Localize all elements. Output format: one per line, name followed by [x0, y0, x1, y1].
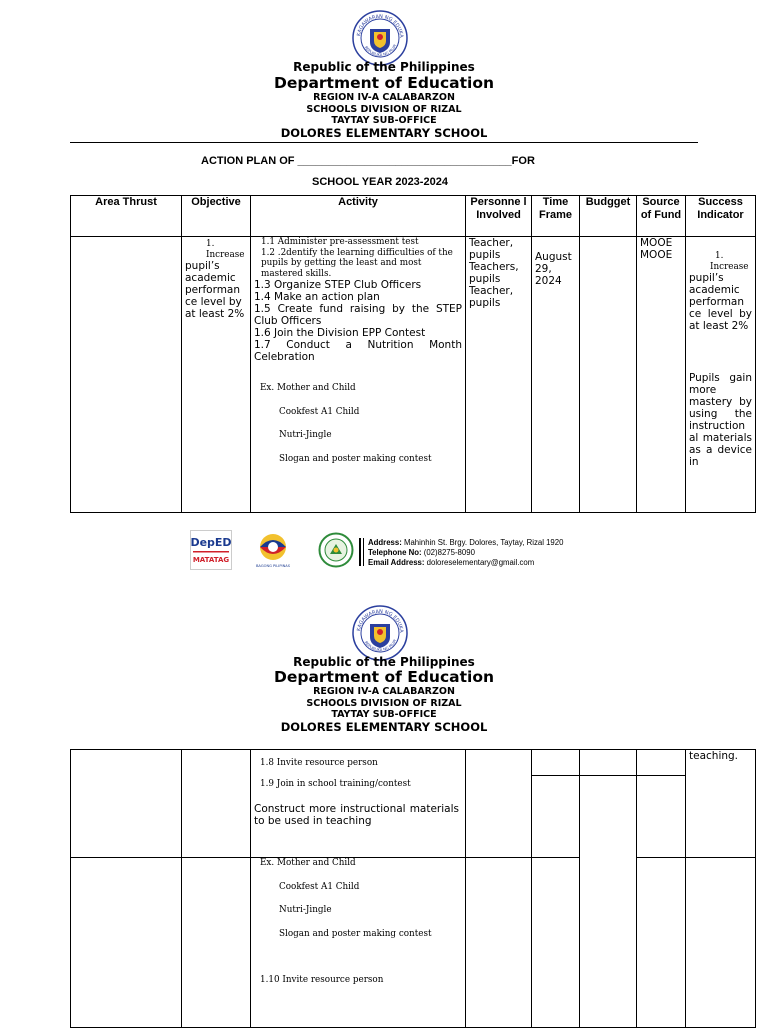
activity-item: 1.7 Conduct a Nutrition Month Celebration [254, 339, 462, 363]
header-republic: Republic of the Philippines [293, 655, 475, 669]
activity-item: 1.2 .2dentify the learning difficulties of the pupils by getting the least and most mastered skills. [261, 247, 453, 279]
cell-personnel [466, 858, 532, 1028]
cell-area [71, 750, 182, 858]
cell-objective [182, 750, 251, 858]
header-school: DOLORES ELEMENTARY SCHOOL [280, 126, 488, 140]
example-item: Slogan and poster making contest [279, 928, 432, 939]
matatag-logo-text: MATATAG [192, 556, 230, 564]
bagong-pilipinas-logo [253, 530, 293, 570]
school-year: SCHOOL YEAR 2023-2024 [312, 176, 448, 188]
example-item: Ex. Mother and Child [260, 383, 356, 393]
cell-area [71, 858, 182, 1028]
col-header-area: Area Thrust [71, 196, 182, 237]
example-item: Cookfest A1 Child [279, 406, 360, 417]
seal-bottom-text: REPUBLIKA NG PILIPI [363, 638, 398, 653]
cell-source [637, 750, 686, 776]
example-item: Slogan and poster making contest [279, 453, 432, 464]
objective-number: 1. [206, 239, 215, 249]
activity-item: Construct more instructional materials to be used in teaching [254, 803, 459, 827]
cell-source [637, 858, 686, 1028]
seal-bottom-text: REPUBLIKA NG PILIPI [363, 43, 398, 58]
cell-objective [182, 858, 251, 1028]
cell-budget [580, 750, 637, 776]
activity-item: 1.9 Join in school training/contest [260, 778, 411, 789]
cell-time-frame [532, 858, 580, 1028]
col-header-objective: Objective [182, 196, 251, 237]
cell-activity [251, 858, 466, 1028]
example-item: Nutri-Jingle [279, 430, 332, 440]
action-plan-title: ACTION PLAN OF ___________________________________FOR [201, 155, 535, 167]
header-republic: Republic of the Philippines [293, 60, 475, 74]
activity-item: 1.6 Join the Division EPP Contest [254, 327, 426, 339]
header-division: SCHOOLS DIVISION OF RIZAL [306, 104, 462, 115]
success-text-2: Pupils gain more mastery by using the instruction al materials as a device in [689, 372, 752, 468]
cell-time-frame [532, 776, 580, 858]
objective-text: pupil’s academic performan ce level by at least 2% [185, 260, 245, 320]
footer-address: Address: Mahinhin St. Brgy. Dolores, Taytay, Rizal 1920 [368, 538, 564, 547]
cell-time-frame [532, 750, 580, 776]
col-header-success: Success Indicator [686, 196, 756, 237]
table-row [71, 858, 756, 1028]
school-seal-logo [318, 532, 354, 568]
header-department: Department of Education [273, 668, 495, 686]
seal-text: KAGAWARAN NG EDUKA [356, 608, 405, 633]
header-school: DOLORES ELEMENTARY SCHOOL [280, 720, 488, 734]
activity-item: 1.4 Make an action plan [254, 291, 380, 303]
header-suboffice: TAYTAY SUB-OFFICE [331, 115, 437, 126]
cell-activity [251, 237, 466, 513]
action-plan-table-continued [70, 749, 756, 1028]
success-word: Increase [710, 261, 749, 272]
cell-success [686, 237, 756, 513]
footer-contact [368, 538, 563, 568]
col-header-time-frame: Time Frame [532, 196, 580, 237]
cell-time-frame: August 29, 2024 [532, 237, 580, 513]
col-header-budget: Budgget [580, 196, 637, 237]
deped-seal-logo [352, 10, 408, 66]
footer-email: Email Address: doloreselementary@gmail.com [368, 558, 535, 567]
footer-divider-thin [363, 538, 364, 566]
col-header-personnel: Personne l Involved [466, 196, 532, 237]
header-division: SCHOOLS DIVISION OF RIZAL [306, 698, 462, 709]
example-item: Cookfest A1 Child [279, 881, 360, 892]
cell-activity [251, 750, 466, 858]
table-row [71, 237, 756, 513]
table-header-row [71, 196, 756, 237]
example-item: Ex. Mother and Child [260, 858, 356, 868]
cell-budget [580, 237, 637, 513]
success-text: pupil’s academic performan ce level by at least 2% [689, 272, 752, 332]
seal-text: KAGAWARAN NG EDUKA [356, 13, 405, 38]
cell-success: teaching. [686, 750, 756, 858]
bagong-pilipinas-text: BAGONG PILIPINAS [255, 564, 291, 568]
header-region: REGION IV-A CALABARZON [313, 686, 455, 697]
header-department: Department of Education [273, 74, 495, 92]
header-divider [70, 142, 698, 143]
cell-personnel: Teacher, pupils Teachers, pupils Teacher, pupils [466, 237, 532, 513]
header-region: REGION IV-A CALABARZON [313, 92, 455, 103]
activity-item: 1.8 Invite resource person [260, 758, 378, 768]
activity-item: 1.1 Administer pre-assessment test [261, 237, 419, 247]
cell-success [686, 858, 756, 1028]
action-plan-table [70, 195, 756, 513]
activity-item: 1.3 Organize STEP Club Officers [254, 279, 422, 291]
table-row [71, 750, 756, 776]
cell-source [637, 776, 686, 858]
deped-seal-logo-page2 [352, 605, 408, 661]
activity-item: 1.5 Create fund raising by the STEP Club Officers [254, 303, 462, 327]
cell-personnel [466, 750, 532, 858]
deped-matatag-logo [190, 530, 232, 570]
footer-phone: Telephone No: (02)8275-8090 [368, 548, 475, 557]
col-header-activity: Activity [251, 196, 466, 237]
cell-objective [182, 237, 251, 513]
cell-area [71, 237, 182, 513]
footer-divider [359, 538, 361, 566]
activity-item: 1.10 Invite resource person [260, 975, 384, 985]
deped-logo-text: DepED [190, 536, 232, 549]
objective-word: Increase [206, 249, 245, 260]
col-header-source: Source of Fund [637, 196, 686, 237]
success-number: 1. [715, 251, 724, 261]
header-suboffice: TAYTAY SUB-OFFICE [331, 709, 437, 720]
cell-budget [580, 776, 637, 1028]
example-item: Nutri-Jingle [279, 905, 332, 915]
cell-source: MOOE MOOE [637, 237, 686, 513]
